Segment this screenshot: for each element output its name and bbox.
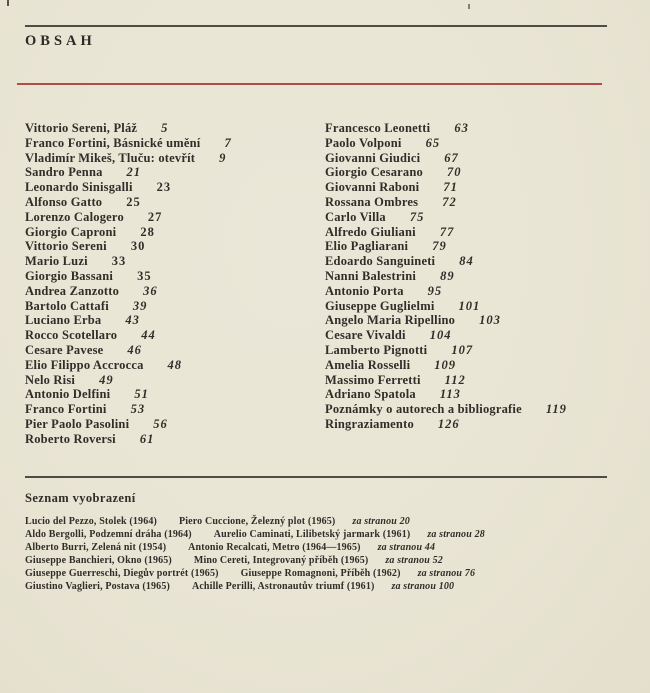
toc-entry	[25, 136, 325, 151]
page-title: OBSAH	[25, 33, 96, 49]
toc-entry	[25, 402, 325, 417]
illustration-item: Antonio Recalcati, Metro (1964—1965)	[188, 542, 361, 553]
illustration-item: Alberto Burri, Zelená nit (1954)	[25, 542, 167, 553]
toc-entry-label: Lamberto Pignotti	[325, 342, 428, 357]
toc-entry-label: Elio Filippo Accrocca	[25, 357, 144, 372]
toc-entry	[325, 417, 625, 432]
toc-entry-page-number: 63	[454, 121, 469, 135]
toc-entry-label: Massimo Ferretti	[325, 372, 421, 387]
toc-entry	[25, 165, 325, 180]
toc-entry-page-number: 7	[224, 135, 232, 150]
toc-entry-page-number: 119	[545, 402, 567, 417]
toc-entry-label: Vittorio Sereni	[25, 239, 107, 254]
toc-entry-page-number: 23	[156, 180, 172, 195]
toc-entry-page-number: 113	[439, 387, 461, 402]
toc-entry-label: Paolo Volponi	[325, 135, 402, 150]
toc-entry	[325, 343, 625, 358]
toc-entry-label: Pier Paolo Pasolini	[25, 416, 130, 431]
toc-entry-page-number: 36	[143, 283, 158, 298]
toc-entry-page-number: 71	[443, 180, 458, 195]
toc-entry	[325, 195, 625, 210]
toc-entry-label: Nelo Risi	[25, 372, 76, 387]
illustration-item: Aurelio Caminati, Lilibetský jarmark (1961)	[213, 529, 411, 540]
illustration-page-note: za stranou 44	[377, 542, 436, 553]
toc-entry-page-number: 126	[437, 416, 460, 431]
toc-entry-page-number: 75	[409, 209, 425, 224]
illustration-item: Piero Cuccione, Železný plot (1965)	[178, 516, 336, 527]
toc-entry	[25, 358, 325, 373]
toc-entry-label: Nanni Balestrini	[325, 268, 417, 283]
toc-entry	[325, 313, 625, 328]
toc-entry	[25, 195, 325, 210]
toc-entry-page-number: 89	[440, 268, 455, 283]
toc-entry	[325, 387, 625, 402]
toc-entry	[325, 239, 625, 254]
toc-entry-label: Carlo Villa	[325, 209, 386, 224]
toc-entry	[325, 225, 625, 240]
toc-entry	[325, 299, 625, 314]
toc-entry	[25, 328, 325, 343]
red-divider-rule	[17, 83, 602, 85]
illustration-item: Giuseppe Guerreschi, Diegův portrét (1965)	[25, 568, 219, 579]
toc-entry-page-number: 77	[439, 224, 455, 239]
toc-entry-label: Giorgio Bassani	[25, 268, 114, 283]
toc-entry-page-number: 84	[459, 254, 474, 269]
toc-entry	[25, 432, 325, 447]
toc-entry-label: Giorgio Cesarano	[325, 165, 423, 180]
toc-entry-page-number: 44	[141, 328, 156, 343]
illustration-row	[25, 528, 625, 541]
toc-entry-page-number: 72	[442, 194, 457, 209]
toc-entry-label: Franco Fortini	[25, 402, 107, 417]
toc-entry-label: Roberto Roversi	[25, 431, 116, 446]
toc-entry	[25, 121, 325, 136]
illustration-item: Giuseppe Banchieri, Okno (1965)	[25, 555, 172, 566]
toc-entry	[25, 313, 325, 328]
illustration-item: Achille Perilli, Astronautův triumf (1961)	[191, 581, 375, 592]
toc-entry-label: Cesare Vivaldi	[325, 328, 406, 343]
toc-entry	[25, 225, 325, 240]
toc-entry-page-number: 5	[161, 121, 169, 135]
toc-entry-label: Leonardo Sinisgalli	[25, 180, 133, 195]
toc-entry-page-number: 56	[153, 416, 168, 431]
toc-entry-label: Antonio Delfini	[25, 387, 111, 402]
toc-entry-page-number: 95	[427, 283, 443, 298]
toc-right-column	[325, 121, 625, 432]
toc-entry-page-number: 104	[429, 328, 452, 343]
toc-entry-page-number: 65	[425, 135, 441, 150]
toc-entry	[325, 136, 625, 151]
toc-entry-label: Elio Pagliarani	[325, 239, 409, 254]
toc-entry	[325, 210, 625, 225]
toc-entry-label: Amelia Rosselli	[325, 357, 411, 372]
toc-entry-label: Vladimír Mikeš, Tluču: otevřít	[25, 150, 196, 165]
toc-entry-label: Rossana Ombres	[325, 194, 419, 209]
toc-entry-page-number: 103	[479, 313, 501, 328]
illustration-page-note: za stranou 28	[427, 529, 485, 540]
illustration-page-note: za stranou 100	[391, 581, 455, 592]
toc-entry-page-number: 9	[219, 150, 227, 165]
toc-entry-page-number: 46	[127, 342, 142, 357]
illustration-item: Giustino Vaglieri, Postava (1965)	[25, 581, 170, 592]
toc-entry-label: Ringraziamento	[325, 416, 414, 431]
toc-entry-label: Poznámky o autorech a bibliografie	[325, 402, 522, 417]
toc-entry	[25, 299, 325, 314]
toc-entry	[25, 284, 325, 299]
toc-entry-page-number: 33	[111, 254, 127, 269]
toc-entry-page-number: 53	[130, 402, 146, 417]
toc-entry-label: Alfonso Gatto	[25, 194, 103, 209]
toc-entry	[25, 373, 325, 388]
toc-entry-label: Giovanni Raboni	[325, 180, 420, 195]
middle-rule	[25, 476, 607, 478]
toc-entry-page-number: 70	[446, 165, 462, 180]
toc-entry-page-number: 109	[434, 357, 457, 372]
illustration-row	[25, 541, 625, 554]
toc-entry-label: Antonio Porta	[325, 283, 404, 298]
toc-entry-page-number: 35	[137, 268, 152, 283]
toc-entry-label: Angelo Maria Ripellino	[325, 313, 456, 328]
illustration-row	[25, 554, 625, 567]
illustration-item: Lucio del Pezzo, Stolek (1964)	[25, 516, 157, 527]
toc-entry-label: Alfredo Giuliani	[325, 224, 416, 239]
toc-entry-page-number: 79	[432, 239, 447, 254]
toc-entry-label: Giovanni Giudici	[325, 150, 421, 165]
toc-entry-label: Bartolo Cattafi	[25, 298, 109, 313]
toc-entry	[325, 358, 625, 373]
toc-entry	[325, 151, 625, 166]
scan-artifact-tick	[7, 0, 9, 6]
toc-entry-page-number: 49	[99, 372, 114, 387]
toc-entry	[325, 121, 625, 136]
illustrations-title: Seznam vyobrazení	[25, 491, 136, 505]
illustration-item: Giuseppe Romagnoni, Příběh (1962)	[240, 568, 401, 579]
toc-entry	[25, 180, 325, 195]
illustration-row	[25, 580, 625, 593]
toc-entry-label: Cesare Pavese	[25, 342, 104, 357]
toc-entry	[325, 284, 625, 299]
toc-entry	[325, 402, 625, 417]
illustration-page-note: za stranou 20	[352, 516, 410, 527]
toc-entry-page-number: 27	[147, 209, 163, 224]
toc-entry-label: Vittorio Sereni, Pláž	[25, 121, 138, 135]
toc-left-column	[25, 121, 325, 447]
toc-entry-page-number: 21	[126, 165, 142, 180]
toc-entry	[325, 180, 625, 195]
toc-entry-label: Edoardo Sanguineti	[325, 254, 436, 269]
toc-entry-page-number: 28	[140, 224, 155, 239]
toc-entry	[25, 210, 325, 225]
top-rule	[25, 25, 607, 27]
toc-entry-label: Francesco Leonetti	[325, 121, 431, 135]
toc-entry-page-number: 43	[125, 313, 140, 328]
illustration-row	[25, 567, 625, 580]
illustration-row	[25, 515, 625, 528]
scan-artifact-tick	[468, 4, 470, 9]
toc-entry-page-number: 51	[134, 387, 149, 402]
toc-entry-label: Giuseppe Guglielmi	[325, 298, 435, 313]
toc-entry-page-number: 48	[167, 357, 183, 372]
toc-entry	[325, 165, 625, 180]
toc-entry	[25, 387, 325, 402]
toc-entry	[25, 254, 325, 269]
toc-entry	[325, 328, 625, 343]
toc-entry-label: Giorgio Caproni	[25, 224, 117, 239]
illustration-item: Aldo Bergolli, Podzemní dráha (1964)	[25, 529, 192, 540]
illustrations-list	[25, 515, 625, 593]
toc-entry-page-number: 101	[458, 298, 481, 313]
toc-entry	[25, 343, 325, 358]
toc-entry	[25, 151, 325, 166]
illustration-item: Mino Cereti, Integrovaný příběh (1965)	[193, 555, 369, 566]
toc-entry-page-number: 67	[444, 150, 459, 165]
toc-entry-page-number: 25	[126, 194, 141, 209]
toc-entry-label: Luciano Erba	[25, 313, 102, 328]
toc-entry-page-number: 107	[451, 342, 474, 357]
toc-entry	[325, 269, 625, 284]
toc-entry-label: Rocco Scotellaro	[25, 328, 118, 343]
toc-entry-label: Lorenzo Calogero	[25, 209, 124, 224]
toc-entry-page-number: 30	[130, 239, 146, 254]
toc-entry-page-number: 112	[444, 372, 466, 387]
toc-entry-page-number: 61	[139, 431, 155, 446]
toc-entry	[25, 239, 325, 254]
illustration-page-note: za stranou 76	[417, 568, 476, 579]
toc-entry-label: Franco Fortini, Básnické umění	[25, 135, 201, 150]
toc-entry-label: Mario Luzi	[25, 254, 88, 269]
toc-entry	[325, 373, 625, 388]
toc-entry	[25, 269, 325, 284]
toc-entry-page-number: 39	[132, 298, 148, 313]
illustration-page-note: za stranou 52	[385, 555, 443, 566]
toc-entry-label: Sandro Penna	[25, 165, 103, 180]
toc-entry	[25, 417, 325, 432]
toc-entry-label: Adriano Spatola	[325, 387, 416, 402]
toc-entry	[325, 254, 625, 269]
toc-entry-label: Andrea Zanzotto	[25, 283, 120, 298]
